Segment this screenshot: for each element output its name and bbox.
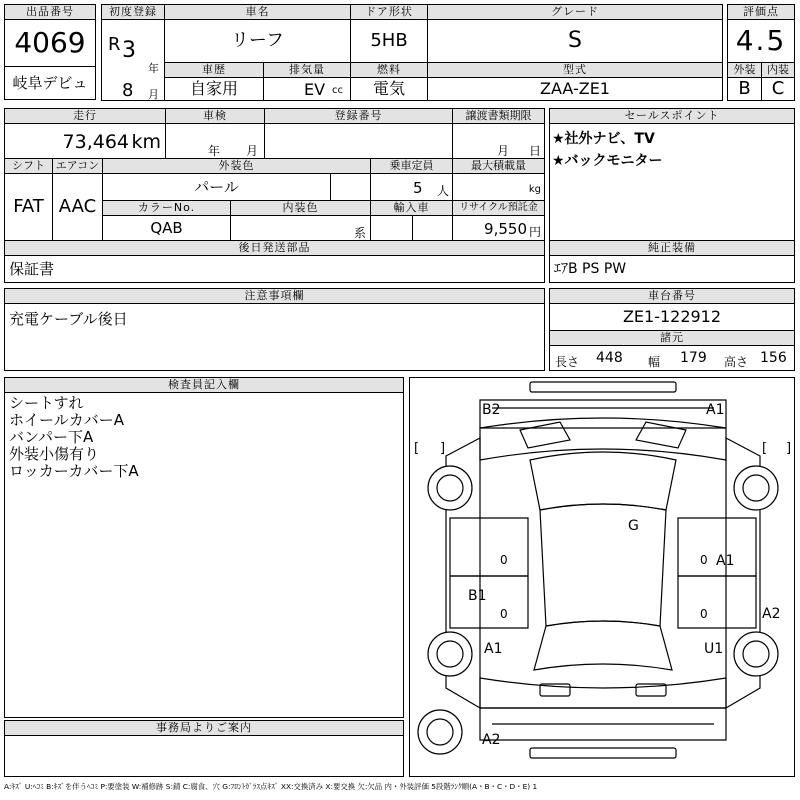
vehicle-history: 自家用 bbox=[164, 77, 264, 101]
car-name-label: 車名 bbox=[164, 4, 351, 20]
bracket-mark: [ bbox=[762, 441, 768, 456]
chassis-number-label: 車台番号 bbox=[549, 288, 795, 304]
import-label: 輸入車 bbox=[370, 200, 453, 216]
registration-month: 8 bbox=[122, 80, 134, 101]
door-type-label: ドア形状 bbox=[350, 4, 428, 20]
air-conditioner: AAC bbox=[52, 173, 103, 241]
inspector-line: シートすれ bbox=[9, 394, 84, 412]
registration-number bbox=[264, 123, 453, 159]
grade-label: グレード bbox=[427, 4, 723, 20]
dimensions bbox=[549, 345, 795, 371]
sales-point: ★バックモニター bbox=[552, 153, 663, 169]
bracket-mark: ] bbox=[440, 441, 446, 456]
bracket-mark: ] bbox=[786, 441, 792, 456]
venue-name: 岐阜デビュ bbox=[4, 66, 96, 100]
inspector-label: 検査員記入欄 bbox=[4, 377, 404, 393]
history-label: 車歴 bbox=[164, 62, 264, 78]
height-label: 高さ bbox=[724, 355, 749, 369]
bracket-mark: [ bbox=[414, 441, 420, 456]
car-diagram-svg bbox=[410, 378, 795, 777]
later-parts: 保証書 bbox=[4, 255, 545, 283]
equipment: ｴｱB PS PW bbox=[549, 255, 795, 283]
capacity-unit: 人 bbox=[437, 184, 450, 198]
air-conditioner-label: エアコン bbox=[52, 158, 103, 174]
model-code-label: 型式 bbox=[427, 62, 723, 78]
zero-mark: 0 bbox=[700, 607, 708, 621]
zero-mark: 0 bbox=[700, 553, 708, 567]
sales-points-label: セールスポイント bbox=[549, 108, 795, 124]
exterior-grade: B bbox=[727, 77, 762, 101]
lot-number-label: 出品番号 bbox=[4, 4, 96, 20]
lot-number: 4069 bbox=[4, 19, 96, 67]
inspector-line: バンパー下A bbox=[9, 428, 94, 446]
inspector-line: 外装小傷有り bbox=[9, 445, 100, 463]
year-unit: 年 bbox=[148, 62, 159, 75]
inspector-line: ロッカーカバー下A bbox=[9, 462, 139, 480]
damage-mark-right-front-door: A1 bbox=[716, 553, 735, 569]
office-notice bbox=[4, 735, 404, 777]
mileage-unit: km bbox=[131, 131, 161, 153]
transfer-deadline-cell bbox=[452, 123, 545, 159]
capacity-cell bbox=[370, 173, 453, 201]
width-label: 幅 bbox=[648, 355, 661, 369]
damage-mark-right-rear-fender: A2 bbox=[762, 606, 781, 622]
overall-score: 4.5 bbox=[727, 19, 795, 63]
color-number-label: カラーNo. bbox=[102, 200, 231, 216]
height: 156 bbox=[760, 350, 787, 366]
inspection-month-unit: 月 bbox=[246, 144, 259, 158]
interior-color-unit: 系 bbox=[353, 226, 366, 240]
damage-mark-front-left: B2 bbox=[482, 402, 501, 418]
damage-mark-right-rear-wheel: U1 bbox=[704, 641, 724, 657]
sales-points bbox=[549, 123, 795, 241]
max-load-unit: kg bbox=[528, 184, 541, 195]
first-registration-label: 初度登録 bbox=[101, 4, 165, 20]
damage-mark-front-right: A1 bbox=[706, 402, 725, 418]
zero-mark: 0 bbox=[500, 607, 508, 621]
color-number: QAB bbox=[102, 215, 231, 241]
score-label: 評価点 bbox=[727, 4, 795, 20]
zero-mark: 0 bbox=[500, 553, 508, 567]
office-notice-label: 事務局よりご案内 bbox=[4, 720, 404, 736]
inspector-line: ホイールカバーA bbox=[9, 411, 124, 429]
equipment-label: 純正装備 bbox=[549, 240, 795, 256]
mileage: 73,464 bbox=[62, 131, 129, 153]
registration-number-label: 登録番号 bbox=[264, 108, 453, 124]
max-load-label: 最大積載量 bbox=[452, 158, 545, 174]
transfer-deadline-label: 譲渡書類期限 bbox=[452, 108, 545, 124]
era: R bbox=[108, 34, 121, 55]
car-name: リーフ bbox=[164, 19, 351, 63]
interior-grade-label: 内装 bbox=[761, 62, 795, 78]
displacement-cell bbox=[263, 77, 351, 101]
recycle-unit: 円 bbox=[528, 225, 541, 239]
length-label: 長さ bbox=[555, 355, 580, 369]
notes: 充電ケーブル後日 bbox=[4, 303, 545, 371]
model-code: ZAA-ZE1 bbox=[427, 77, 723, 101]
interior-color-label: 内装色 bbox=[230, 200, 371, 216]
month-unit: 月 bbox=[148, 88, 159, 101]
damage-mark-left-rear-door: B1 bbox=[468, 588, 487, 604]
width: 179 bbox=[680, 350, 707, 366]
grade: S bbox=[427, 19, 723, 63]
damage-mark-windshield: G bbox=[628, 518, 639, 534]
capacity: 5 bbox=[413, 179, 423, 197]
length: 448 bbox=[596, 350, 623, 366]
inspector-notes bbox=[4, 392, 404, 718]
import-cell-2 bbox=[412, 215, 453, 241]
later-parts-label: 後日発送部品 bbox=[4, 240, 545, 256]
capacity-label: 乗車定員 bbox=[370, 158, 453, 174]
inspection-cell bbox=[165, 123, 265, 159]
max-load-cell bbox=[452, 173, 545, 201]
exterior-color-label: 外装色 bbox=[102, 158, 371, 174]
chassis-number: ZE1-122912 bbox=[549, 303, 795, 331]
displacement: EV bbox=[304, 80, 326, 99]
mileage-label: 走行 bbox=[4, 108, 166, 124]
damage-mark-left-rear-wheel: A1 bbox=[484, 641, 503, 657]
mileage-cell bbox=[4, 123, 166, 159]
displacement-unit: cc bbox=[332, 85, 343, 96]
fuel-label: 燃料 bbox=[350, 62, 428, 78]
recycle-deposit-label: リサイクル預託金 bbox=[452, 200, 545, 216]
door-type: 5HB bbox=[350, 19, 428, 63]
recycle-deposit-cell bbox=[452, 215, 545, 241]
registration-year: 3 bbox=[122, 38, 136, 63]
interior-color-cell bbox=[230, 215, 371, 241]
exterior-grade-label: 外装 bbox=[727, 62, 762, 78]
displacement-label: 排気量 bbox=[263, 62, 351, 78]
notes-label: 注意事項欄 bbox=[4, 288, 545, 304]
transfer-month-unit: 月 bbox=[497, 144, 510, 158]
legend: A:ｷｽﾞ U:ﾍｺﾐ B:ｷｽﾞを伴うﾍｺﾐ P:要塗装 W:補修跡 S:錆 C:腐食、穴 G:ﾌﾛﾝﾄｶﾞﾗｽ点ｷｽﾞ XX:交換済み X:要交換 欠:欠品 内・外装評価 5段階ﾗﾝｸ順(A・B・C・D・E) 1 bbox=[4, 782, 538, 791]
shift-type: FAT bbox=[4, 173, 53, 241]
first-registration-cell bbox=[101, 19, 165, 101]
import-cell bbox=[370, 215, 413, 241]
transfer-day-unit: 日 bbox=[529, 144, 542, 158]
fuel-type: 電気 bbox=[350, 77, 428, 101]
damage-diagram bbox=[409, 377, 795, 777]
recycle-deposit: 9,550 bbox=[484, 220, 527, 238]
interior-grade: C bbox=[761, 77, 795, 101]
inspection-label: 車検 bbox=[165, 108, 265, 124]
shift-label: シフト bbox=[4, 158, 53, 174]
sales-point: ★社外ナビ、TV bbox=[552, 131, 655, 147]
inspection-year-unit: 年 bbox=[208, 144, 221, 158]
exterior-color: パール bbox=[102, 173, 331, 201]
dimensions-label: 諸元 bbox=[549, 330, 795, 346]
exterior-color-extra bbox=[330, 173, 371, 201]
damage-mark-rear-bumper: A2 bbox=[482, 732, 501, 748]
